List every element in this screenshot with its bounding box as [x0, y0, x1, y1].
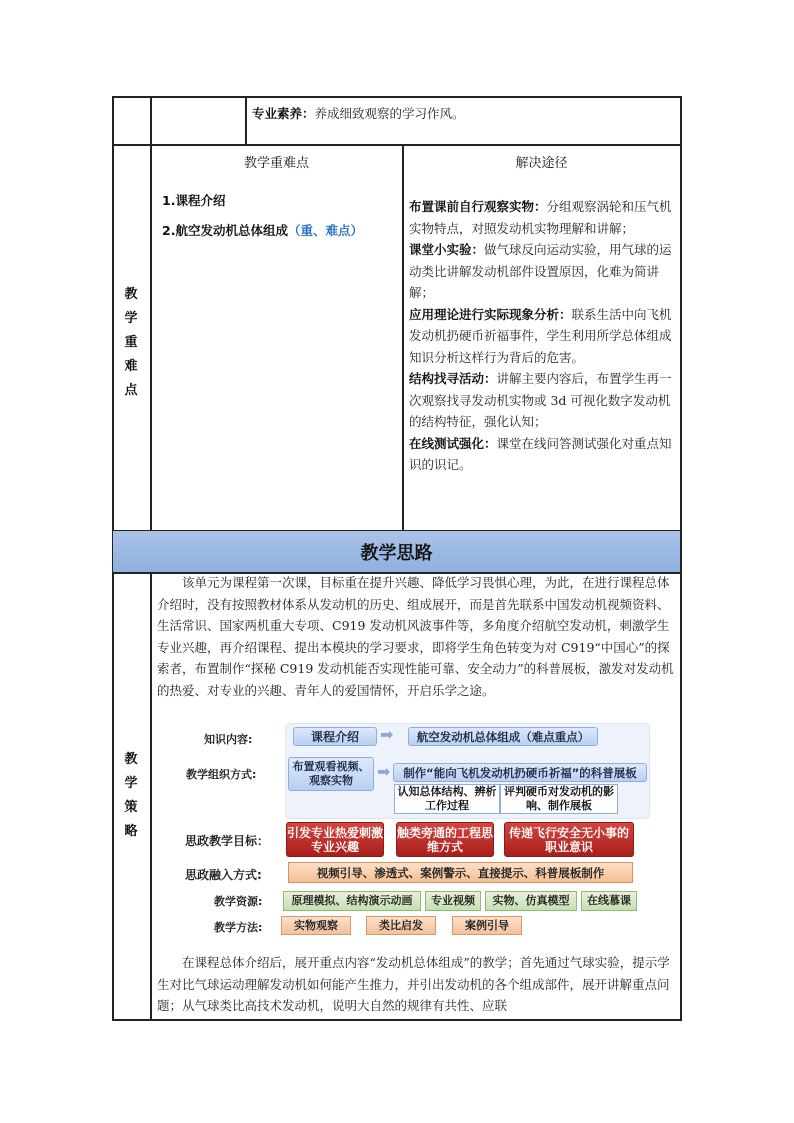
difficulty-item-2: 2.航空发动机总体组成（重、难点）	[162, 223, 363, 238]
box-resource-mooc: 在线慕课	[581, 891, 637, 911]
box-goal-love: 引发专业热爱刺激专业兴趣	[286, 822, 384, 857]
box-watch-video: 布置观看视频、观察实物	[288, 757, 374, 791]
diagram-label-knowledge: 知识内容:	[204, 733, 253, 746]
box-resource-animation: 原理模拟、结构演示动画	[283, 891, 421, 911]
side-label-strategy: 教 学 策 略	[124, 752, 138, 839]
solution-item: 在线测试强化：课堂在线问答测试强化对重点知识的识记。	[409, 435, 672, 472]
solution-list	[409, 196, 675, 476]
strategy-paragraph-2: 在课程总体介绍后，展开重点内容“发动机总体组成”的教学；首先通过气球实验，提示学生对比气球运动理解发动机如何能产生推力，并引出发动机的各个组成部件，展开讲解重点问题；从气球类比高技术发动机，说明大自然的规律有共性、应联	[157, 955, 670, 1013]
diagram-label-goals: 思政教学目标：	[185, 834, 270, 848]
box-goal-safety: 传递飞行安全无小事的职业意识	[504, 822, 634, 857]
box-engine-composition: 航空发动机总体组成（难点重点）	[408, 727, 598, 746]
col-header-solution: 解决途径	[515, 156, 568, 171]
arrow-right-icon: ➡	[380, 725, 394, 744]
side-label-difficulty: 教 学 重 难 点	[124, 287, 138, 398]
diagram-label-resources: 教学资源:	[214, 895, 263, 908]
section-heading-title: 教学思路	[360, 543, 433, 564]
strategy-paragraph-1: 该单元为课程第一次课，目标重在提升兴趣、降低学习畏惧心理，为此，在进行课程总体介绍时，没有按照教材体系从发动机的历史、组成展开，而是首先联系中国发动机视频资料、生活常识、国家两机重大专项、C919 发动机风波事件等，多角度介绍航空发动机，刺激学生专业兴趣，再介绍课程、提出本模块的学习要求，即将学生角色转变为对 C919“中国心”的探索者，布置制作“探秘 C919 发动机能否实现性能可靠、安全动力”的科普展板，激发对发动机的热爱、对专业的兴趣、青年人的爱国情怀，开启乐学之途。	[157, 575, 674, 698]
difficulty-note: （重、难点）	[287, 223, 363, 238]
solution-item: 布置课前自行观察实物：分组观察涡轮和压气机实物特点，对照发动机实物理解和讲解；	[409, 199, 672, 236]
box-cognize-structure: 认知总体结构、辨析工作过程	[394, 784, 500, 814]
solution-item: 课堂小实验：做气球反向运动实验，用气球的运动类比讲解发动机部件设置原因，化难为简讲解；	[409, 242, 672, 300]
box-goal-engineering: 触类旁通的工程思维方式	[396, 822, 494, 857]
box-integration-methods: 视频引导、渗透式、案例警示、直接提示、科普展板制作	[288, 862, 633, 883]
solution-item: 结构找寻活动：讲解主要内容后，布置学生再一次观察找寻发动机实物或 3d 可视化数字发动机的结构特征，强化认知；	[409, 371, 672, 429]
box-judge-coin: 评判硬币对发动机的影响、制作展板	[500, 784, 618, 814]
box-resource-model: 实物、仿真模型	[485, 891, 577, 911]
diagram-label-organization: 教学组织方式:	[186, 768, 257, 781]
diagram-label-teaching: 教学方法:	[214, 921, 263, 934]
difficulty-item-1: 1.课程介绍	[162, 193, 226, 208]
arrow-right-icon: ➡	[377, 762, 391, 781]
box-method-analogy: 类比启发	[366, 916, 436, 935]
top-row-text	[252, 103, 672, 125]
solution-item: 应用理论进行实际现象分析：联系生活中向飞机发动机扔硬币祈福事件，学生利用所学总体组成知识分析这样行为背后的危害。	[409, 306, 672, 365]
diagram-label-methods: 思政融入方式:	[185, 868, 262, 882]
top-row-value: 养成细致观察的学习作风。	[314, 106, 465, 121]
box-course-intro: 课程介绍	[293, 727, 377, 746]
box-exhibit-board: 制作“能向飞机发动机扔硬币祈福”的科普展板	[393, 763, 647, 782]
box-method-case: 案例引导	[452, 916, 522, 935]
box-resource-video: 专业视频	[425, 891, 481, 911]
box-method-observe: 实物观察	[281, 916, 351, 935]
col-header-difficulty: 教学重难点	[243, 156, 309, 171]
top-row-label: 专业素养：	[252, 106, 315, 121]
